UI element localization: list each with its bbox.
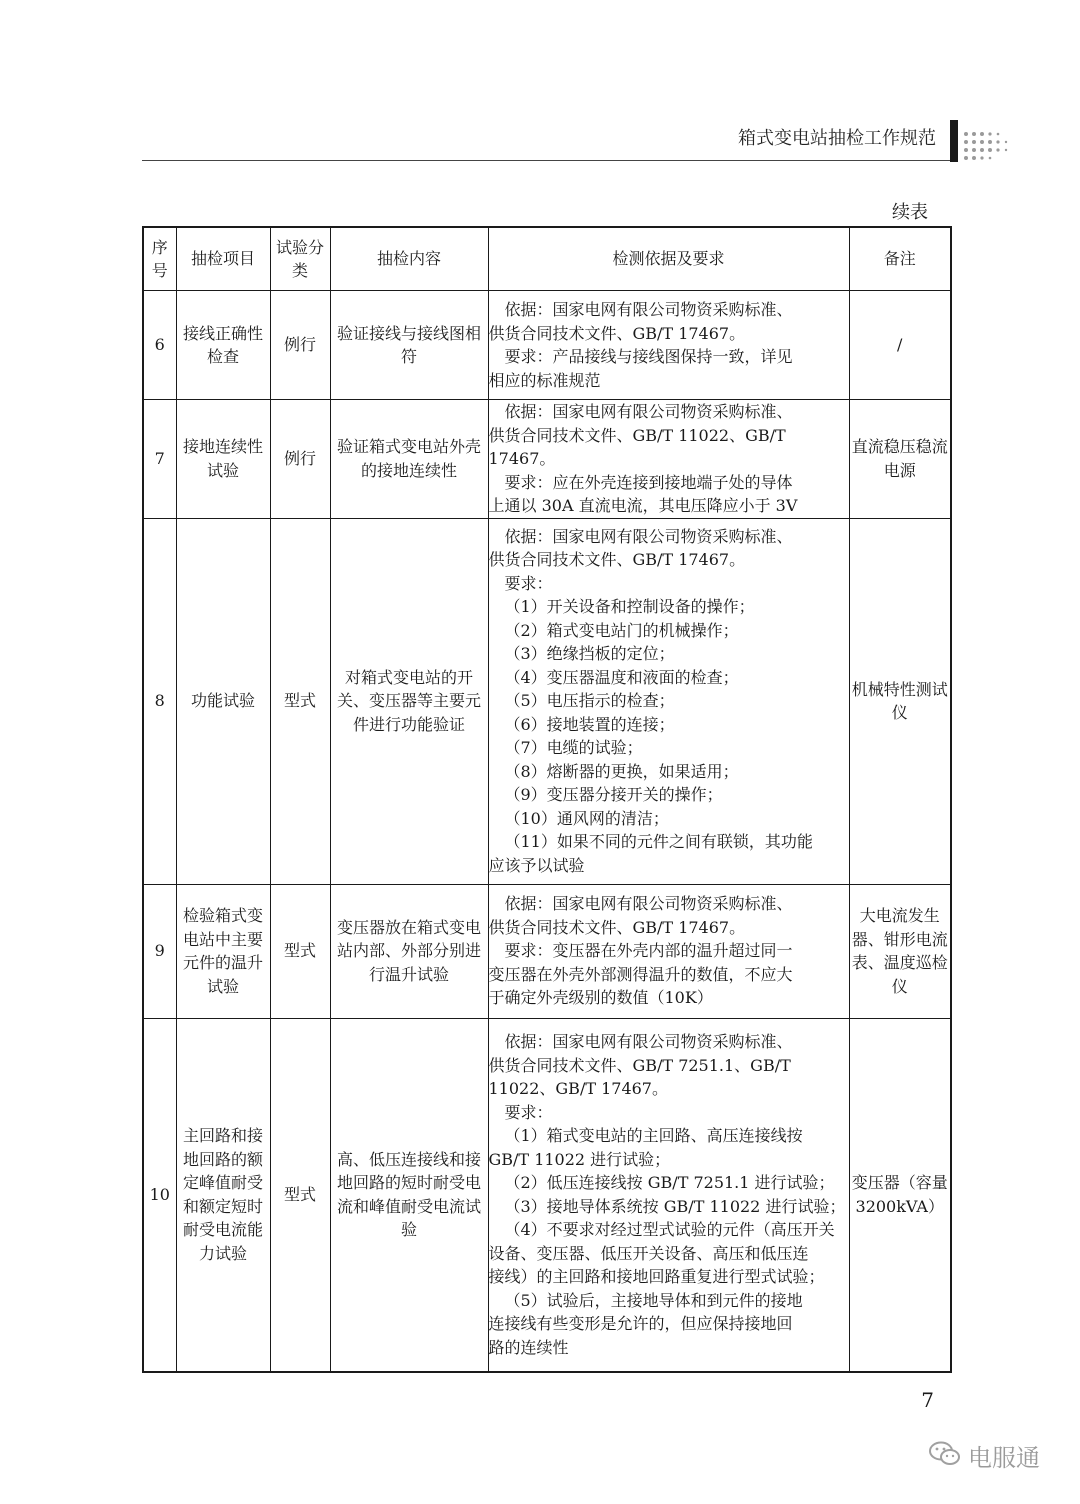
table-row xyxy=(143,400,951,519)
cell-item: 检验箱式变电站中主要元件的温升试验 xyxy=(176,884,270,1018)
basis-line: 11022、GB/T 17467。 xyxy=(488,1079,668,1099)
basis-line: 要求：应在外壳连接到接地端子处的导体 xyxy=(504,472,793,492)
cell-content: 高、低压连接线和接地回路的短时耐受电流和峰值耐受电流试验 xyxy=(330,1018,488,1372)
basis-line: 供货合同技术文件、GB/T 17467。 xyxy=(488,917,746,937)
cell-no: 10 xyxy=(143,1018,176,1372)
basis-line: GB/T 11022 进行试验； xyxy=(488,1149,671,1169)
basis-line: 上通以 30A 直流电流，其电压降应小于 3V xyxy=(488,496,798,515)
cell-item: 主回路和接地回路的额定峰值耐受和额定短时耐受电流能力试验 xyxy=(176,1018,270,1372)
basis-line: 要求： xyxy=(504,1102,553,1122)
column-header-content: 抽检内容 xyxy=(330,227,488,291)
inspection-table xyxy=(142,226,952,1373)
basis-line: （5）试验后，主接地导体和到元件的接地 xyxy=(504,1290,803,1310)
basis-line: （1）箱式变电站的主回路、高压连接线按 xyxy=(504,1126,803,1146)
cell-no: 6 xyxy=(143,291,176,400)
cell-basis xyxy=(488,1018,849,1372)
cell-item: 接地连续性试验 xyxy=(176,400,270,519)
basis-line: （4）变压器温度和液面的检查； xyxy=(504,667,739,687)
watermark xyxy=(928,1436,1048,1472)
basis-line: 于确定外壳级别的数值（10K） xyxy=(488,988,713,1008)
basis-line: （11）如果不同的元件之间有联锁，其功能 xyxy=(504,832,813,852)
column-header-basis: 检测依据及要求 xyxy=(488,227,849,291)
table-row xyxy=(143,884,951,1018)
basis-line: （7）电缆的试验； xyxy=(504,738,643,758)
basis-line: 要求： xyxy=(504,573,553,593)
cell-no: 9 xyxy=(143,884,176,1018)
running-header-title: 箱式变电站抽检工作规范 xyxy=(738,128,936,149)
basis-line: （10）通风网的清洁； xyxy=(504,808,669,828)
table-header-row xyxy=(143,227,951,291)
cell-category: 例行 xyxy=(270,400,330,519)
column-header-category: 试验分类 xyxy=(270,227,330,291)
header-bar-mark xyxy=(950,120,958,162)
basis-line: 路的连续性 xyxy=(488,1337,569,1357)
cell-content: 变压器放在箱式变电站内部、外部分别进行温升试验 xyxy=(330,884,488,1018)
cell-category: 型式 xyxy=(270,518,330,884)
cell-note: 直流稳压稳流电源 xyxy=(849,400,951,519)
table-row xyxy=(143,518,951,884)
cell-item: 功能试验 xyxy=(176,518,270,884)
basis-line: （1）开关设备和控制设备的操作； xyxy=(504,597,755,617)
wechat-icon xyxy=(928,1440,962,1468)
cell-note: 机械特性测试仪 xyxy=(849,518,951,884)
cell-note: / xyxy=(849,291,951,400)
basis-line: （2）低压连接线按 GB/T 7251.1 进行试验； xyxy=(504,1173,835,1193)
header-dot-pattern xyxy=(962,128,1010,164)
cell-note: 变压器（容量3200kVA） xyxy=(849,1018,951,1372)
basis-line: 应该予以试验 xyxy=(488,855,585,875)
watermark-text: 电服通 xyxy=(968,1444,1040,1472)
cell-basis xyxy=(488,518,849,884)
basis-line: 变压器在外壳外部测得温升的数值，不应大 xyxy=(488,964,793,984)
basis-line: （8）熔断器的更换，如果适用； xyxy=(504,761,739,781)
table-row xyxy=(143,1018,951,1372)
basis-line: 依据：国家电网有限公司物资采购标准、 xyxy=(504,402,793,421)
basis-line: （6）接地装置的连接； xyxy=(504,714,675,734)
cell-category: 型式 xyxy=(270,884,330,1018)
basis-line: 供货合同技术文件、GB/T 17467。 xyxy=(488,550,746,570)
cell-note: 大电流发生器、钳形电流表、温度巡检仪 xyxy=(849,884,951,1018)
basis-line: 供货合同技术文件、GB/T 11022、GB/T 17467。 xyxy=(488,425,786,468)
basis-line: （2）箱式变电站门的机械操作； xyxy=(504,620,739,640)
header-rule xyxy=(142,160,950,161)
cell-content: 验证接线与接线图相符 xyxy=(330,291,488,400)
basis-line: 相应的标准规范 xyxy=(488,370,601,390)
basis-line: （3）绝缘挡板的定位； xyxy=(504,644,675,664)
basis-line: 供货合同技术文件、GB/T 7251.1、GB/T xyxy=(488,1055,791,1075)
cell-category: 例行 xyxy=(270,291,330,400)
cell-content: 验证箱式变电站外壳的接地连续性 xyxy=(330,400,488,519)
page-number: 7 xyxy=(921,1388,934,1412)
basis-line: 连接线有些变形是允许的，但应保持接地回 xyxy=(488,1314,793,1334)
basis-line: （4）不要求对经过型式试验的元件（高压开关 xyxy=(504,1220,835,1240)
basis-line: 设备、变压器、低压开关设备、高压和低压连 xyxy=(488,1243,809,1263)
cell-category: 型式 xyxy=(270,1018,330,1372)
basis-line: 供货合同技术文件、GB/T 17467。 xyxy=(488,323,746,343)
basis-line: （5）电压指示的检查； xyxy=(504,691,675,711)
continued-label: 续表 xyxy=(892,202,928,223)
basis-line: 依据：国家电网有限公司物资采购标准、 xyxy=(504,300,793,319)
cell-no: 8 xyxy=(143,518,176,884)
basis-line: 依据：国家电网有限公司物资采购标准、 xyxy=(504,894,793,914)
cell-item: 接线正确性检查 xyxy=(176,291,270,400)
cell-basis xyxy=(488,291,849,400)
basis-line: 要求：变压器在外壳内部的温升超过同一 xyxy=(504,941,793,961)
column-header-no: 序号 xyxy=(143,227,176,291)
table-row xyxy=(143,291,951,400)
basis-line: 接线）的主回路和接地回路重复进行型式试验； xyxy=(488,1267,825,1287)
basis-line: 要求：产品接线与接线图保持一致，详见 xyxy=(504,347,793,366)
cell-no: 7 xyxy=(143,400,176,519)
cell-content: 对箱式变电站的开关、变压器等主要元件进行功能验证 xyxy=(330,518,488,884)
column-header-item: 抽检项目 xyxy=(176,227,270,291)
basis-line: 依据：国家电网有限公司物资采购标准、 xyxy=(504,1032,793,1052)
cell-basis xyxy=(488,884,849,1018)
basis-line: （9）变压器分接开关的操作； xyxy=(504,785,723,805)
basis-line: （3）接地导体系统按 GB/T 11022 进行试验； xyxy=(504,1196,846,1216)
cell-basis xyxy=(488,400,849,519)
column-header-note: 备注 xyxy=(849,227,951,291)
basis-line: 依据：国家电网有限公司物资采购标准、 xyxy=(504,526,793,546)
